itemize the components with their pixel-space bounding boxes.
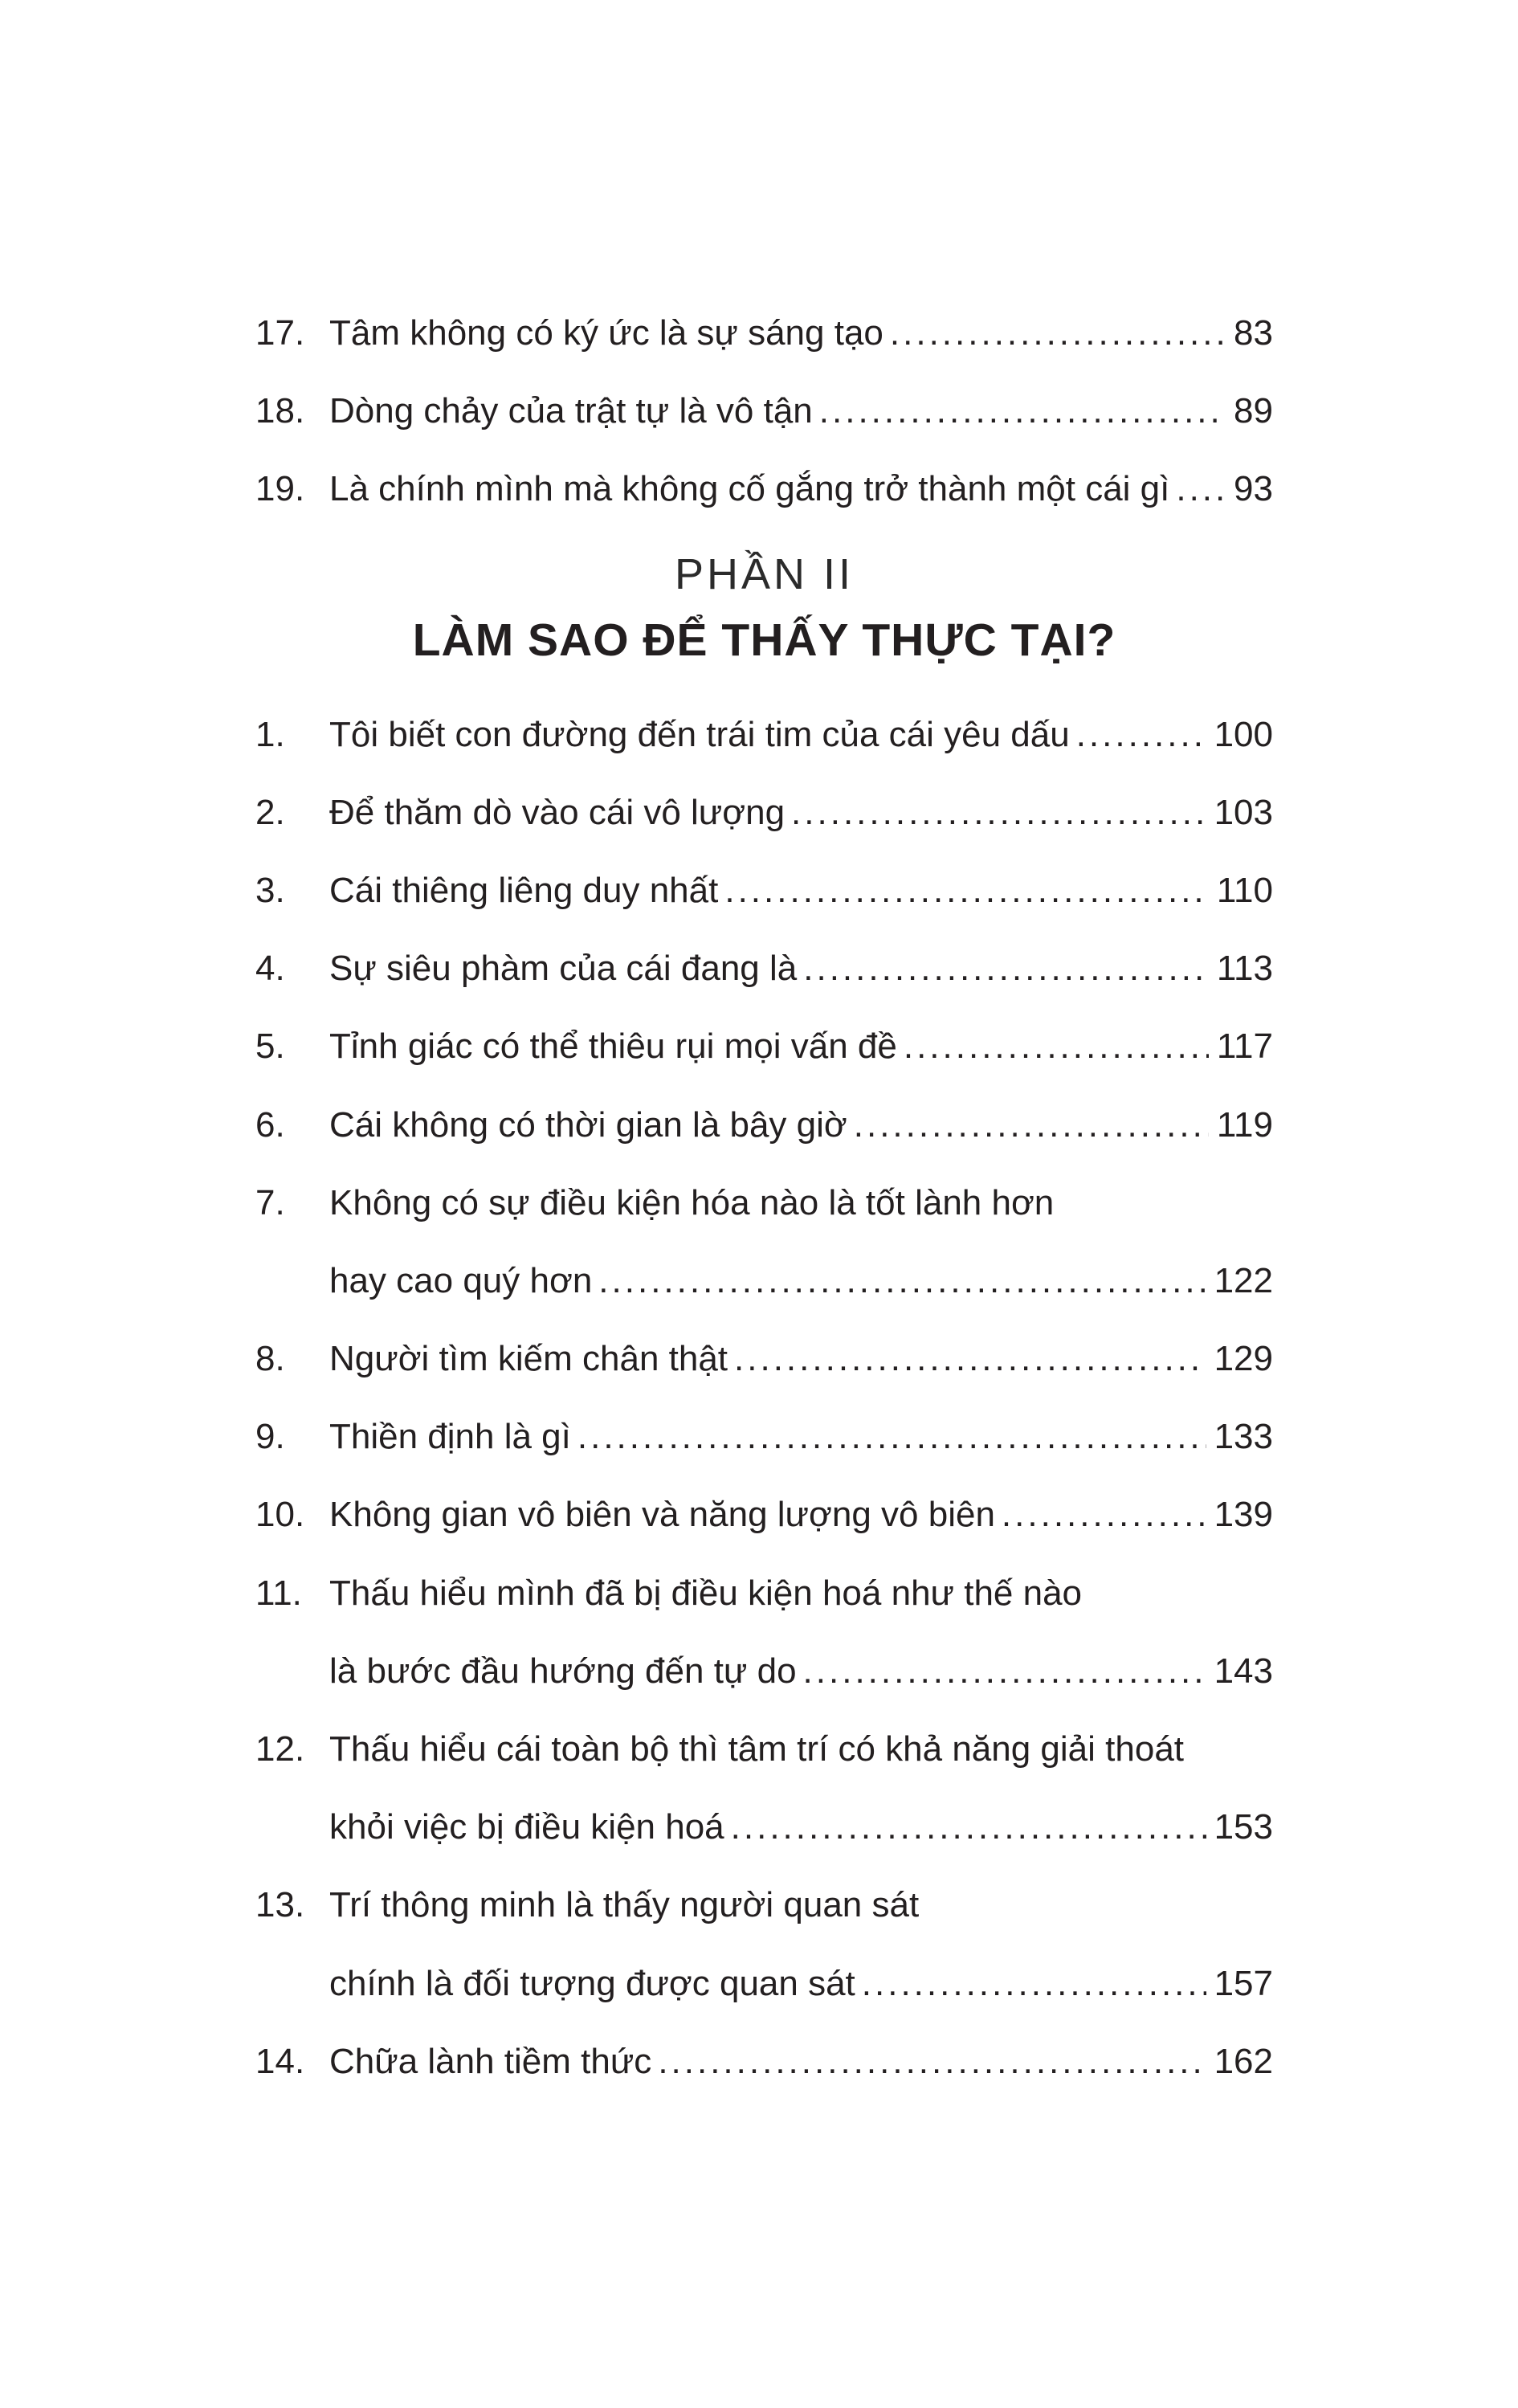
entry-number: 3. — [255, 870, 285, 910]
dot-leader — [577, 1418, 1206, 1455]
dot-leader — [1176, 471, 1226, 508]
entry-title: Thiền định là gì — [329, 1417, 571, 1457]
entry-number: 12. — [255, 1729, 305, 1769]
entry-page-number: 162 — [1214, 2041, 1273, 2081]
dot-leader — [791, 794, 1206, 831]
toc-entry — [255, 393, 1273, 430]
entry-page-number: 122 — [1214, 1260, 1273, 1300]
toc-entry — [255, 1028, 1273, 1065]
toc-entries-top — [255, 315, 1273, 508]
entry-title: Tỉnh giác có thể thiêu rụi mọi vấn đề — [329, 1026, 897, 1067]
entry-page-number: 143 — [1214, 1651, 1273, 1691]
entry-title-continuation: hay cao quý hơn — [329, 1260, 593, 1300]
entry-title: Tâm không có ký ức là sự sáng tạo — [329, 313, 883, 353]
entry-page-number: 110 — [1216, 870, 1273, 910]
toc-entry — [255, 1887, 1273, 1924]
entry-page-number: 93 — [1234, 469, 1273, 509]
entry-number: 2. — [255, 792, 285, 832]
dot-leader — [904, 1028, 1209, 1065]
dot-leader — [724, 872, 1209, 909]
toc-entry — [255, 950, 1273, 987]
entry-number: 4. — [255, 949, 285, 989]
entry-page-number: 119 — [1216, 1104, 1273, 1145]
dot-leader — [734, 1341, 1206, 1377]
entry-number: 17. — [255, 313, 305, 353]
entry-title: Người tìm kiếm chân thật — [329, 1339, 728, 1379]
section-title: LÀM SAO ĐỂ THẤY THỰC TẠI? — [412, 614, 1116, 666]
dot-leader — [890, 315, 1226, 352]
entry-title: Không có sự điều kiện hóa nào là tốt lành hơn — [329, 1182, 1055, 1222]
entry-page-number: 103 — [1214, 792, 1273, 832]
entry-page-number: 113 — [1216, 949, 1273, 989]
part-label: PHẦN II — [674, 549, 855, 598]
entry-number: 19. — [255, 469, 305, 509]
entry-page-number: 117 — [1216, 1026, 1273, 1067]
entry-number: 5. — [255, 1026, 285, 1067]
entry-number: 18. — [255, 391, 305, 431]
entry-number: 13. — [255, 1885, 305, 1925]
entry-title: Tôi biết con đường đến trái tim của cái yêu dấu — [329, 714, 1070, 754]
toc-entry — [255, 1341, 1273, 1377]
entry-title: Thấu hiểu mình đã bị điều kiện hoá như thế nào — [329, 1573, 1083, 1613]
entry-title: Cái thiêng liêng duy nhất — [329, 870, 719, 910]
toc-entry — [255, 716, 1273, 753]
entry-title: Trí thông minh là thấy người quan sát — [329, 1885, 920, 1925]
dot-leader — [1002, 1496, 1206, 1533]
toc-entry — [255, 315, 1273, 352]
toc-entry — [255, 1104, 1273, 1145]
toc-entry — [255, 1731, 1273, 1768]
section-heading — [255, 549, 1273, 667]
toc-entry — [255, 1575, 1273, 1612]
entry-page-number: 157 — [1214, 1963, 1273, 2003]
entry-number: 1. — [255, 714, 285, 754]
entry-page-number: 133 — [1214, 1417, 1273, 1457]
dot-leader — [819, 393, 1226, 430]
entry-title-continuation: là bước đầu hướng đến tự do — [329, 1651, 797, 1691]
entry-title: Thấu hiểu cái toàn bộ thì tâm trí có khả năng giải thoát — [329, 1729, 1185, 1769]
entry-title: Là chính mình mà không cố gắng trở thành một cái gì — [329, 469, 1170, 509]
dot-leader — [598, 1263, 1206, 1300]
entry-number: 8. — [255, 1339, 285, 1379]
dot-leader — [1076, 716, 1206, 753]
dot-leader — [862, 1965, 1206, 2002]
entry-page-number: 83 — [1234, 313, 1273, 353]
toc-entries-main — [255, 716, 1273, 2080]
entry-title: Cái không có thời gian là bây giờ — [329, 1104, 847, 1145]
entry-page-number: 139 — [1214, 1495, 1273, 1535]
entry-title-continuation: chính là đối tượng được quan sát — [329, 1963, 855, 2003]
entry-number: 14. — [255, 2041, 305, 2081]
entry-page-number: 153 — [1214, 1807, 1273, 1847]
toc-entry — [255, 471, 1273, 508]
toc-entry — [255, 872, 1273, 909]
entry-page-number: 89 — [1234, 391, 1273, 431]
toc-entry-continuation — [255, 1809, 1273, 1846]
toc-entry — [255, 1496, 1273, 1533]
entry-title: Chữa lành tiềm thức — [329, 2041, 652, 2081]
entry-page-number: 100 — [1214, 714, 1273, 754]
toc-entry — [255, 2043, 1273, 2080]
entry-number: 9. — [255, 1417, 285, 1457]
entry-number: 10. — [255, 1495, 305, 1535]
dot-leader — [803, 1653, 1206, 1690]
entry-title-continuation: khỏi việc bị điều kiện hoá — [329, 1807, 724, 1847]
entry-title: Dòng chảy của trật tự là vô tận — [329, 391, 813, 431]
dot-leader — [658, 2043, 1206, 2080]
toc-entry — [255, 794, 1273, 831]
toc-entry — [255, 1418, 1273, 1455]
entry-page-number: 129 — [1214, 1339, 1273, 1379]
dot-leader — [803, 950, 1209, 987]
entry-number: 6. — [255, 1104, 285, 1145]
toc-entry-continuation — [255, 1653, 1273, 1690]
entry-title: Sự siêu phàm của cái đang là — [329, 949, 798, 989]
entry-number: 7. — [255, 1182, 285, 1222]
entry-number: 11. — [255, 1573, 302, 1613]
entry-title: Để thăm dò vào cái vô lượng — [329, 792, 786, 832]
dot-leader — [854, 1107, 1209, 1144]
dot-leader — [731, 1809, 1206, 1846]
toc-entry-continuation — [255, 1965, 1273, 2002]
toc-entry — [255, 1182, 1273, 1222]
entry-title: Không gian vô biên và năng lượng vô biên — [329, 1495, 995, 1535]
toc-entry-continuation — [255, 1260, 1273, 1300]
